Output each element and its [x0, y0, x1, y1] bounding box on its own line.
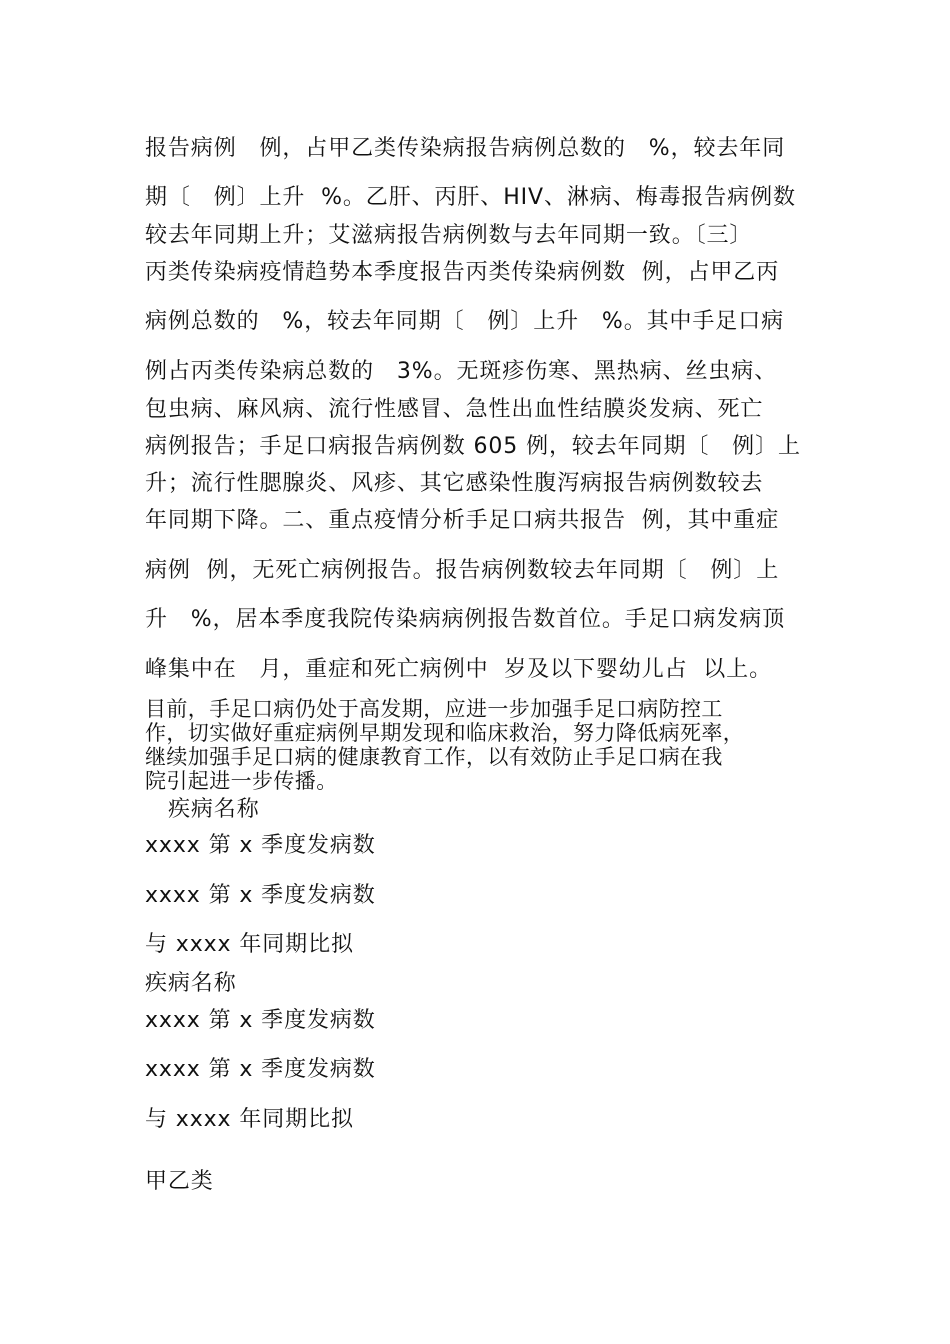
body-line-4: 丙类传染病疫情趋势本季度报告丙类传染病例数 例，占甲乙丙	[145, 260, 780, 285]
body-line-10: 年同期下降。二、重点疫情分析手足口病共报告 例，其中重症	[145, 508, 780, 533]
body-line-11: 病例 例，无死亡病例报告。报告病例数较去年同期〔 例〕上	[145, 558, 780, 583]
body-line-2: 期〔 例〕上升 %。乙肝、丙肝、HIV、淋病、梅毒报告病例数	[145, 185, 796, 210]
table-header-year-compare: 与 xxxx 年同期比拟	[145, 1107, 354, 1132]
table-header-quarter-cases: xxxx 第 x 季度发病数	[145, 883, 376, 908]
table-header-disease-name: 疾病名称	[145, 971, 237, 996]
table-header-quarter-cases: xxxx 第 x 季度发病数	[145, 833, 376, 858]
body-line-1: 报告病例 例，占甲乙类传染病报告病例总数的 %，较去年同	[145, 136, 786, 161]
body-line-8: 病例报告；手足口病报告病例数 605 例，较去年同期〔 例〕上	[145, 434, 801, 459]
summary-line-4: 院引起进一步传播。	[145, 769, 338, 793]
body-line-5: 病例总数的 %，较去年同期〔 例〕上升 %。其中手足口病	[145, 309, 785, 334]
body-line-7: 包虫病、麻风病、流行性感冒、急性出血性结膜炎发病、死亡	[145, 397, 764, 422]
summary-line-2: 作，切实做好重症病例早期发现和临床救治，努力降低病死率，	[145, 721, 745, 745]
table-header-disease-name: 疾病名称	[168, 797, 260, 822]
body-line-3: 较去年同期上升；艾滋病报告病例数与去年同期一致。〔三〕	[145, 223, 753, 248]
body-line-12: 升 %，居本季度我院传染病病例报告数首位。手足口病发病顶	[145, 607, 786, 632]
summary-line-1: 目前，手足口病仍处于高发期，应进一步加强手足口病防控工	[145, 697, 723, 721]
body-line-13: 峰集中在 月，重症和死亡病例中 岁及以下婴幼儿占 以上。	[145, 657, 772, 682]
body-line-6: 例占丙类传染病总数的 3%。无斑疹伤寒、黑热病、丝虫病、	[145, 359, 778, 384]
table-header-quarter-cases: xxxx 第 x 季度发病数	[145, 1008, 376, 1033]
table-header-quarter-cases: xxxx 第 x 季度发病数	[145, 1057, 376, 1082]
body-line-9: 升；流行性腮腺炎、风疹、其它感染性腹泻病报告病例数较去	[145, 471, 764, 496]
summary-line-3: 继续加强手足口病的健康教育工作，以有效防止手足口病在我	[145, 745, 723, 769]
table-header-year-compare: 与 xxxx 年同期比拟	[145, 932, 354, 957]
table-row-category: 甲乙类	[145, 1169, 214, 1194]
